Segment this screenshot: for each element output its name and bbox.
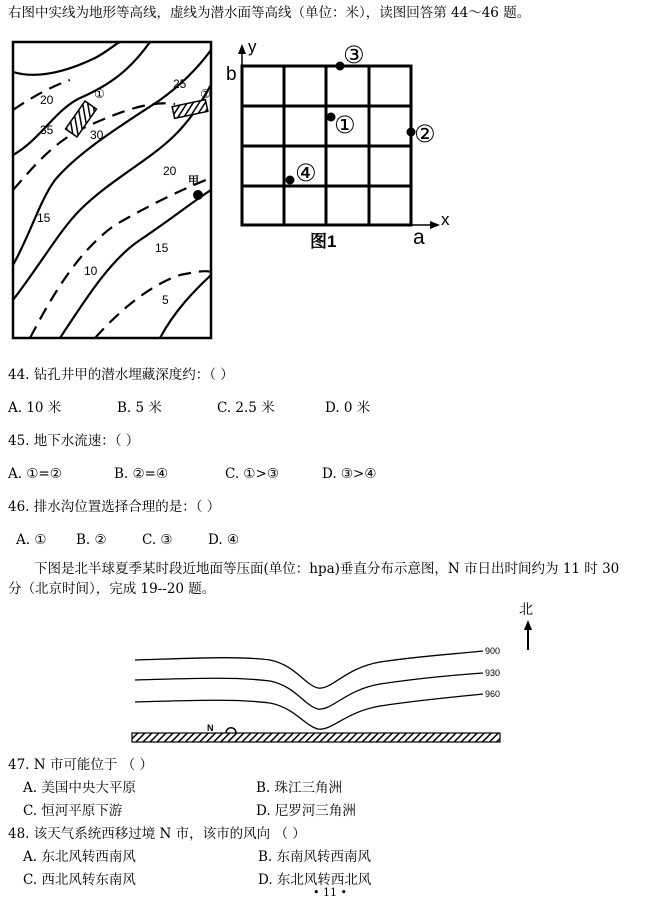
isobar-line-930 <box>135 673 483 709</box>
q44-option-d[interactable]: D. 0 米 <box>325 400 371 416</box>
grid-point-3-label: ③ <box>343 42 365 69</box>
contour-label: 30 <box>90 128 104 142</box>
isobar-line-960 <box>135 694 483 729</box>
q46-option-d[interactable]: D. ④ <box>208 532 240 548</box>
well-marker <box>193 190 203 200</box>
water-table-line <box>95 271 211 338</box>
isobar-label-900: 900 <box>485 646 501 656</box>
q48-option-c[interactable]: C. 西北风转东南风 <box>23 872 136 888</box>
contour-label: 15 <box>37 211 51 225</box>
grid-point-1-label: ① <box>334 112 356 139</box>
y-axis-arrow <box>238 44 246 54</box>
hatched-area-2 <box>172 100 208 119</box>
q47-option-a[interactable]: A. 美国中央大平原 <box>23 780 136 796</box>
q44-option-b[interactable]: B. 5 米 <box>117 400 162 416</box>
intro2-line2: 分（北京时间），完成 19--20 题。 <box>8 581 216 597</box>
isobar-line-900 <box>135 651 483 688</box>
q46-stem: 46. 排水沟位置选择合理的是：（ ） <box>8 499 221 515</box>
contour-label: 35 <box>40 123 54 137</box>
q46-option-b[interactable]: B. ② <box>76 532 107 548</box>
north-arrow <box>524 620 532 630</box>
contour-line <box>60 190 211 338</box>
q47-option-b[interactable]: B. 珠江三角洲 <box>256 780 343 796</box>
q45-option-b[interactable]: B. ②=④ <box>114 466 169 482</box>
q46-option-c[interactable]: C. ③ <box>142 532 173 548</box>
contour-label: 20 <box>163 164 177 178</box>
x-axis-label: x <box>441 210 450 229</box>
isobar-figure <box>132 601 533 742</box>
water-table-line <box>13 103 175 190</box>
contour-label: 25 <box>173 77 187 91</box>
q48-stem: 48. 该天气系统西移过境 N 市，该市的风向 （ ） <box>8 826 306 842</box>
intro2-line1: 下图是北半球夏季某时段近地面等压面(单位：hpa)垂直分布示意图，N 市日出时间约为 11 时 30 <box>34 561 620 577</box>
q45-stem: 45. 地下水流速：（ ） <box>8 433 140 449</box>
b-label: b <box>226 64 237 85</box>
q48-option-b[interactable]: B. 东南风转西南风 <box>258 849 372 865</box>
q45-option-c[interactable]: C. ①>③ <box>225 466 279 482</box>
isobar-label-960: 960 <box>485 689 501 699</box>
q45-option-d[interactable]: D. ③>④ <box>322 466 377 482</box>
contour-line <box>13 42 150 155</box>
q46-option-a[interactable]: A. ① <box>16 532 47 548</box>
q48-option-d[interactable]: D. 东北风转西北风 <box>258 872 372 888</box>
q47-option-c[interactable]: C. 恒河平原下游 <box>23 803 123 819</box>
contour-label: 20 <box>40 93 54 107</box>
isobar-label-930: 930 <box>485 668 501 678</box>
q48-option-a[interactable]: A. 东北风转西南风 <box>23 849 136 865</box>
north-label: 北 <box>519 601 533 617</box>
intro-text: 右图中实线为地形等高线，虚线为潜水面等高线（单位：米），读图回答第 44～46 题。 <box>8 5 531 21</box>
city-label: N <box>207 723 214 733</box>
marker-2-label: ② <box>200 87 211 101</box>
water-table-line <box>30 178 211 338</box>
page-number: • 11 • <box>313 886 347 899</box>
grid-point-2-label: ② <box>414 121 436 148</box>
grid-figure <box>226 37 450 251</box>
contour-line <box>13 42 120 75</box>
grid-point-4-label: ④ <box>295 160 317 187</box>
contour-label: 10 <box>84 264 98 278</box>
a-label: a <box>413 226 425 249</box>
well-label: 甲 <box>188 175 199 187</box>
marker-1-label: ① <box>94 87 105 101</box>
grid-point-4 <box>286 176 295 185</box>
q47-option-d[interactable]: D. 尼罗河三角洲 <box>256 803 356 819</box>
q44-option-a[interactable]: A. 10 米 <box>8 400 62 416</box>
q44-stem: 44. 钻孔井甲的潜水埋藏深度约：（ ） <box>8 367 234 383</box>
x-axis-arrow <box>430 221 440 229</box>
y-axis-label: y <box>248 37 257 56</box>
q45-option-a[interactable]: A. ①=② <box>8 466 62 482</box>
q44-option-c[interactable]: C. 2.5 米 <box>217 400 275 416</box>
ground-hatch <box>132 733 500 742</box>
city-marker <box>226 728 236 733</box>
contour-label: 5 <box>162 293 169 307</box>
q47-stem: 47. N 市可能位于 （ ） <box>8 757 153 773</box>
figure-caption: 图1 <box>310 232 337 251</box>
contour-label: 15 <box>155 241 169 255</box>
